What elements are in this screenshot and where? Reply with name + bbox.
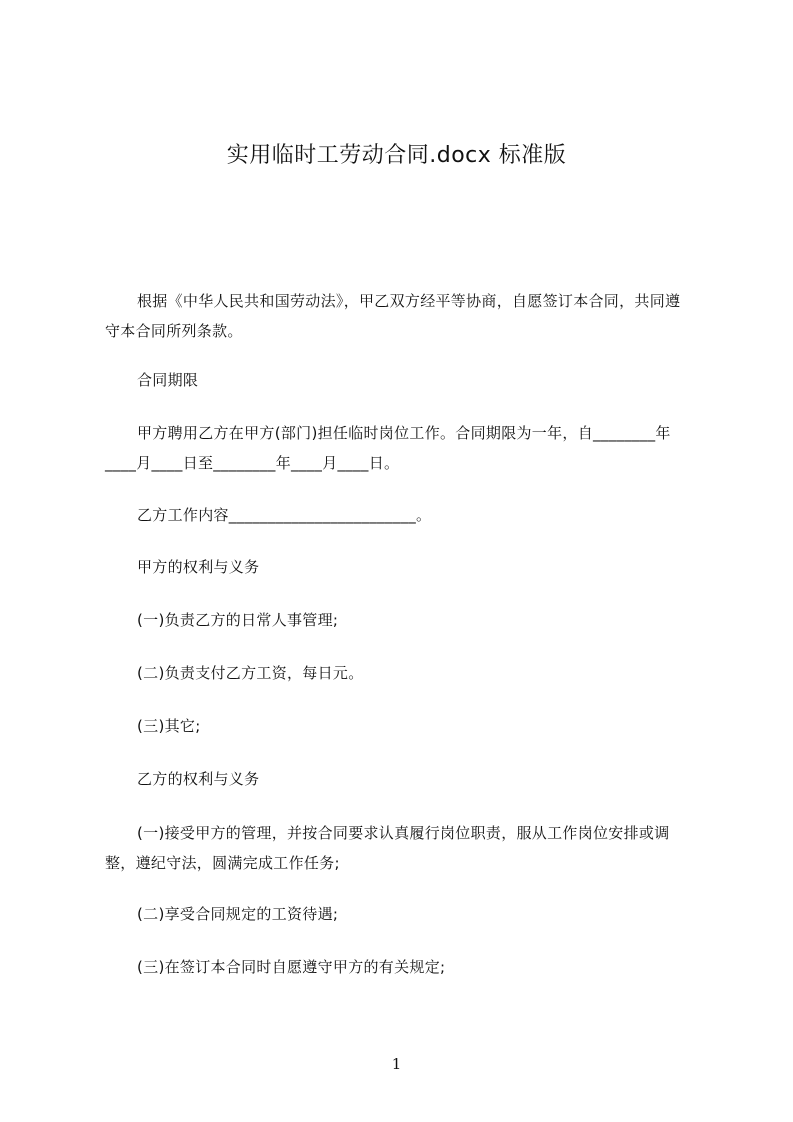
heading-party-a-rights: 甲方的权利与义务 [137, 558, 260, 576]
clause-party-a-2: (二)负责支付乙方工资，每日元。 [137, 664, 364, 682]
clause-party-a-1: (一)负责乙方的日常人事管理; [137, 611, 339, 629]
heading-contract-term: 合同期限 [137, 371, 199, 389]
clause-party-b-1: (一)接受甲方的管理，并按合同要求认真履行岗位职责，服从工作岗位安排或调整，遵纪守法，圆满完成工作任务; [105, 824, 670, 872]
clause-party-a-3: (三)其它; [137, 717, 201, 735]
heading-party-b-rights: 乙方的权利与义务 [137, 770, 260, 788]
paragraph-work-content: 乙方工作内容________________________。 [137, 506, 432, 524]
clause-party-b-3: (三)在签订本合同时自愿遵守甲方的有关规定; [137, 958, 446, 976]
paragraph-preamble: 根据《中华人民共和国劳动法》，甲乙双方经平等协商，自愿签订本合同，共同遵守本合同所列条款。 [105, 292, 681, 340]
paragraph-contract-term: 甲方聘用乙方在甲方(部门)担任临时岗位工作。合同期限为一年，自________年____月____日至________年____月____日。 [105, 424, 671, 472]
document-title: 实用临时工劳动合同.docx 标准版 [226, 143, 567, 168]
clause-party-b-2: (二)享受合同规定的工资待遇; [137, 905, 339, 923]
page-number: 1 [391, 1055, 402, 1073]
